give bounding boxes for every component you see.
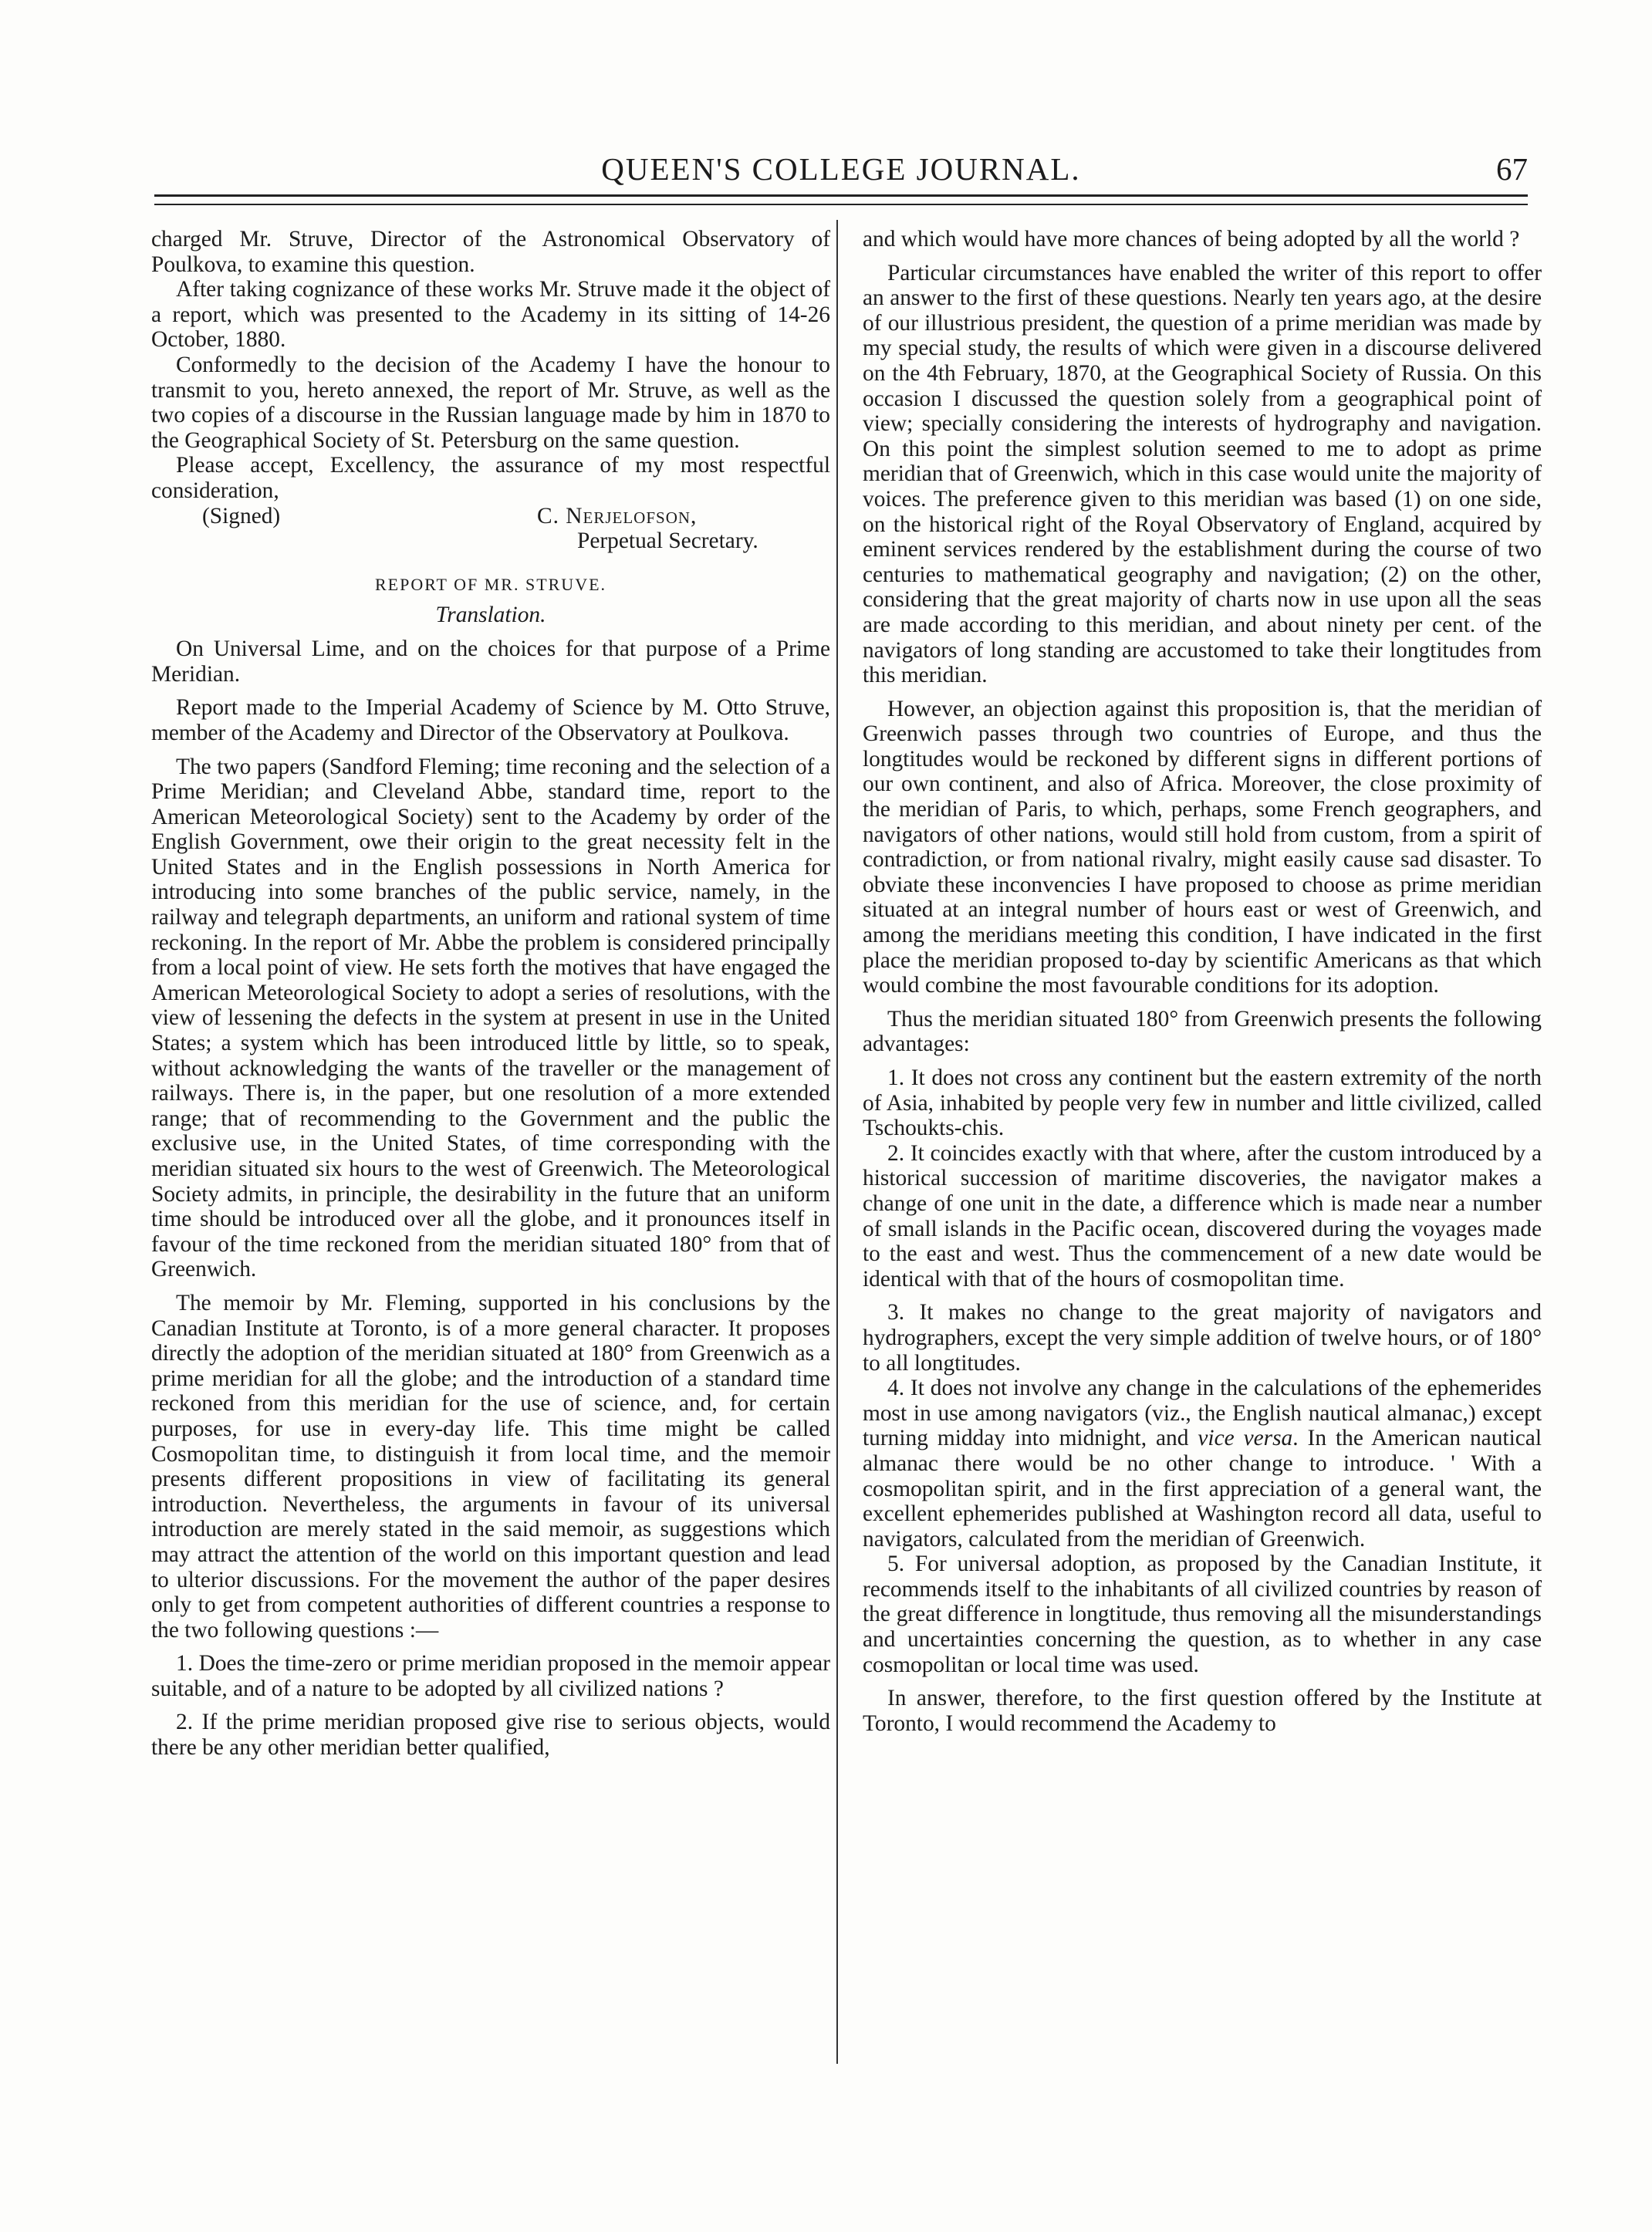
- list-item-text: 4. It does not involve any change in the calculations of the ephemerides most in use among navigators (viz., the English nautical almanac,) except turning midday into midnight, and: [863, 1376, 1542, 1451]
- paragraph: Conformedly to the decision of the Academy I have the honour to transmit to you, hereto annexed, the report of Mr. Struve, as well as the two copies of a discourse in the Russian language made by him in 1870 to the Geographical Society of St. Petersburg on the same question.: [151, 352, 830, 453]
- paragraph: Particular circumstances have enabled the writer of this report to offer an answer to the first of these questions. Nearly ten years ago, at the desire of our illustrious president, the question of a prime meridian was made by my special study, the results of which were given in a discourse delivered on the 4th February, 1870, at the Geographical Society of Russia. On this occasion I discussed the question solely from a geographical point of view; specially considering the interests of hydrography and navigation. On this point the simplest solution seemed to me to adopt as prime meridian that of Greenwich, which in this case would unite the majority of voices. The preference given to this meridian was based (1) on one side, on the historical right of the Royal Observatory of England, acquired by eminent services rendered by the establishment during the course of two centuries to mathematical geography and navigation; (2) on the other, considering that the great majority of charts now in use upon all the seas are made according to this meridian, and about ninety per cent. of the navigators of long standing are accustomed to take their longtitudes from this meridian.: [863, 260, 1542, 688]
- paragraph: The two papers (Sandford Fleming; time reconing and the selection of a Prime Meridian; and Cleveland Abbe, standard time, report to the American Meteorological Society) sent to the Academy by order of the English Government, owe their origin to the great necessity felt in the United States and in the English possessions in North America for introducing into some branches of the public service, namely, in the railway and telegraph departments, an uniform and rational system of time reckoning. In the report of Mr. Abbe the problem is considered principally from a local point of view. He sets forth the motives that have engaged the American Meteorological Society to adopt a series of resolutions, with the view of lessening the defects in the system at present in use in the United States; a system which has been introduced little by little, so to speak, without acknowledging the wants of the traveller or the management of railways. There is, in the paper, but one resolution of a more extended range; that of recommending to the Government and the public the exclusive use, in the United States, of time corresponding with the meridian situated six hours to the west of Greenwich. The Meteorological Society admits, in principle, the desirability in the future that an uniform time should be introduced over all the globe, and it pronounces itself in favour of the time reckoned from the meridian situated 180° from that of Greenwich.: [151, 754, 830, 1282]
- list-item: 3. It makes no change to the great majority of navigators and hydrographers, except the very simple addition of twelve hours, or of 180° to all longtitudes.: [863, 1300, 1542, 1376]
- paragraph: Thus the meridian situated 180° from Greenwich presents the following advantages:: [863, 1006, 1542, 1057]
- paragraph: After taking cognizance of these works Mr. Struve made it the object of a report, which was presented to the Academy in its sitting of 14-26 October, 1880.: [151, 277, 830, 353]
- page-number: 67: [1496, 151, 1528, 187]
- list-item: 2. It coincides exactly with that where, after the custom introduced by a historical succession of maritime discoveries, the navigator makes a change of one unit in the date, a difference which is made near a number of small islands in the Pacific ocean, discovered during the voyages made to the east and west. Thus the commencement of a new date would be identical with that of the hours of cosmopolitan time.: [863, 1140, 1542, 1292]
- list-item: 1. It does not cross any continent but the eastern extremity of the north of Asia, inhabited by people very few in number and little civilized, called Tschoukts-chis.: [863, 1065, 1542, 1141]
- paragraph: charged Mr. Struve, Director of the Astronomical Observatory of Poulkova, to examine this question.: [151, 227, 830, 277]
- paragraph: On Universal Lime, and on the choices for that purpose of a Prime Meridian.: [151, 637, 830, 687]
- italic-phrase: vice versa: [1198, 1426, 1293, 1451]
- list-item-text: . In the American nautical almanac there would be no other change to introduce. ' With a cosmopolitan spirit, and in the first appreciation of a general want, the excellent ephemerides published at Washington record all data, useful to navigators, calculated from the meridian of Greenwich.: [863, 1426, 1542, 1552]
- list-item: 5. For universal adoption, as proposed by the Canadian Institute, it recommends itself to the inhabitants of all civilized countries by reason of the great difference in longtitude, thus removing all the misunderstandings and uncertainties concerning the question, as to whether in any case cosmopolitan or local time was used.: [863, 1552, 1542, 1677]
- column-divider: [836, 220, 838, 2064]
- question-item: 2. If the prime meridian proposed give rise to serious objects, would there be any other meridian better qualified,: [151, 1710, 830, 1761]
- right-column: [863, 227, 1542, 1736]
- paragraph: Please accept, Excellency, the assurance of my most respectful consideration,: [151, 453, 830, 503]
- paragraph: The memoir by Mr. Fleming, supported in his conclusions by the Canadian Institute at Toronto, is of a more general character. It proposes directly the adoption of the meridian situated at 180° from Greenwich as a prime meridian for all the globe; and the introduction of a standard time reckoned from this meridian for the use of science, and, for certain purposes, for use in every-day life. This time might be called Cosmopolitan time, to distinguish it from local time, and the memoir presents different propositions in view of facilitating its general introduction. Nevertheless, the arguments in favour of its universal introduction are merely stated in the said memoir, as suggestions which may attract the attention of the world on this important question and lead to ulterior discussions. For the movement the author of the paper desires only to get from competent authorities of different countries a response to the two following questions :—: [151, 1290, 830, 1643]
- paragraph: Report made to the Imperial Academy of Science by M. Otto Struve, member of the Academy and Director of the Observatory at Poulkova.: [151, 695, 830, 745]
- page-header: [154, 150, 1528, 197]
- signed-label: (Signed): [202, 503, 281, 528]
- signature-block: [151, 504, 830, 553]
- paragraph: In answer, therefore, to the first question offered by the Institute at Toronto, I would recommend the Academy to: [863, 1686, 1542, 1736]
- report-subheading: Translation.: [435, 602, 546, 627]
- paragraph: However, an objection against this proposition is, that the meridian of Greenwich passes through two countries of Europe, and thus the longtitudes would be reckoned by different signs in different portions of our own continent, and also of Africa. Moreover, the close proximity of the meridian of Paris, to which, perhaps, some French geographers, and navigators of other nations, would still hold from custom, from a spirit of contradiction, or from national rivalry, might easily cause sad disaster. To obviate these inconvencies I have proposed to choose as prime meridian situated at an integral number of hours east or west of Greenwich, and among the meridians meeting this condition, I have indicated in the first place the meridian proposed to-day by scientific Americans as that which would combine the most favourable conditions for its adoption.: [863, 696, 1542, 998]
- paragraph: and which would have more chances of being adopted by all the world ?: [863, 227, 1520, 252]
- signatory-title: Perpetual Secretary.: [577, 528, 758, 553]
- report-heading: REPORT OF MR. STRUVE.: [374, 574, 607, 594]
- question-item: 1. Does the time-zero or prime meridian proposed in the memoir appear suitable, and of a nature to be adopted by all civilized nations ?: [151, 1651, 830, 1701]
- header-rule-thick: [154, 194, 1528, 197]
- header-rule-thin: [154, 204, 1528, 205]
- left-column: [151, 227, 830, 1761]
- journal-title: QUEEN'S COLLEGE JOURNAL.: [601, 151, 1081, 187]
- list-item: [863, 1376, 1542, 1552]
- signatory-name: C. Nerjelofson,: [537, 503, 698, 528]
